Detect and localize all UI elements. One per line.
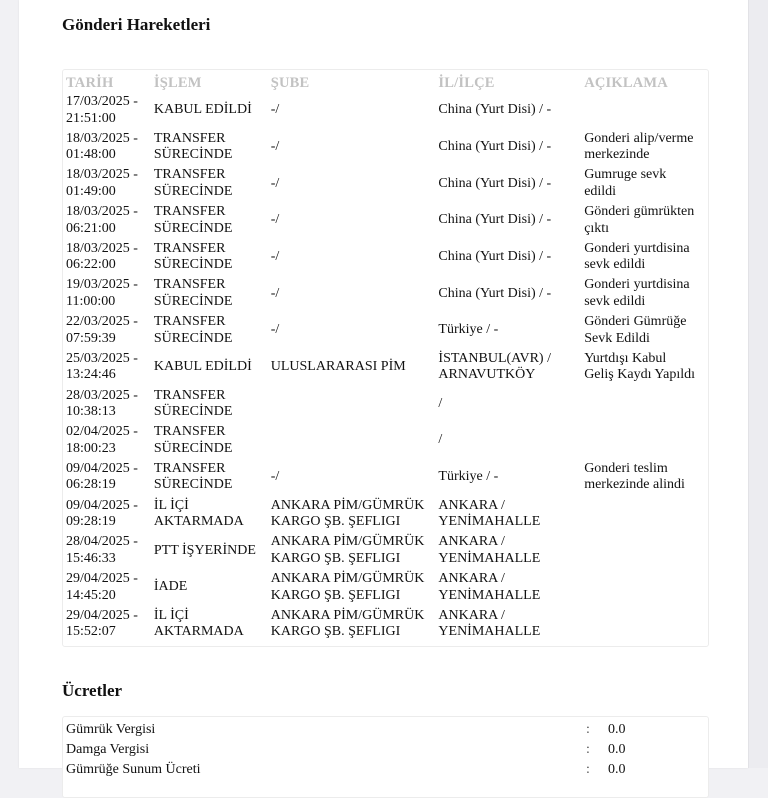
cell-date bbox=[66, 314, 154, 351]
cell-operation-line2: SÜRECİNDE bbox=[153, 330, 233, 346]
cell-description-line1: Yurtdışı Kabul bbox=[584, 350, 667, 366]
table-row bbox=[66, 388, 708, 425]
cell-description bbox=[584, 608, 708, 645]
cell-branch-line1: -/ bbox=[270, 138, 280, 154]
cell-branch bbox=[271, 241, 439, 278]
cell-description bbox=[584, 277, 708, 314]
cell-date-line1: 18/03/2025 - bbox=[66, 130, 138, 146]
cell-branch bbox=[271, 571, 439, 608]
cell-branch-line1: -/ bbox=[270, 285, 280, 301]
cell-description-line2: edildi bbox=[584, 183, 617, 199]
cell-location-line1: China (Yurt Disi) / - bbox=[438, 212, 552, 228]
fee-row bbox=[66, 720, 706, 740]
cell-location-line1: Türkiye / - bbox=[438, 322, 499, 338]
col-header-description: AÇIKLAMA bbox=[584, 74, 668, 91]
table-row bbox=[66, 314, 708, 351]
cell-date-line2: 06:22:00 bbox=[66, 257, 116, 273]
cell-operation-line2: AKTARMADA bbox=[153, 514, 244, 530]
cell-date-line1: 25/03/2025 - bbox=[66, 350, 138, 366]
cell-date-line1: 28/04/2025 - bbox=[66, 534, 138, 550]
right-gutter bbox=[748, 0, 768, 768]
cell-branch-line2: KARGO ŞB. ŞEFLIGI bbox=[270, 550, 401, 566]
cell-location-line2: YENİMAHALLE bbox=[438, 550, 541, 566]
cell-date-line2: 06:21:00 bbox=[66, 220, 116, 236]
cell-date-line2: 09:28:19 bbox=[66, 514, 116, 530]
cell-description bbox=[584, 314, 708, 351]
cell-date-line1: 28/03/2025 - bbox=[66, 387, 138, 403]
cell-date bbox=[66, 498, 154, 535]
table-row bbox=[66, 277, 708, 314]
cell-operation-line2: SÜRECİNDE bbox=[153, 183, 233, 199]
cell-date bbox=[66, 388, 154, 425]
section-title-fees: Ücretler bbox=[62, 681, 123, 700]
cell-location-line1: İSTANBUL(AVR) / bbox=[438, 350, 551, 366]
fee-label: Gümrüğe Sunum Ücreti bbox=[66, 762, 201, 777]
fee-label: Gümrük Vergisi bbox=[66, 722, 156, 737]
cell-date-line2: 15:52:07 bbox=[66, 624, 116, 640]
cell-operation-line1: İL İÇİ bbox=[153, 607, 189, 623]
cell-date bbox=[66, 608, 154, 645]
cell-operation-line1: TRANSFER bbox=[153, 424, 226, 440]
table-row bbox=[66, 424, 708, 461]
cell-location-line1: / bbox=[438, 432, 443, 448]
cell-operation-line1: İL İÇİ bbox=[153, 497, 189, 513]
cell-branch bbox=[271, 131, 439, 168]
cell-description bbox=[584, 424, 708, 461]
cell-branch-line1: ANKARA PİM/GÜMRÜK bbox=[270, 534, 425, 550]
cell-description-line2: Sevk Edildi bbox=[584, 330, 650, 346]
cell-description-line1: Gonderi teslim bbox=[584, 460, 668, 476]
table-row bbox=[66, 534, 708, 571]
cell-operation bbox=[154, 167, 271, 204]
cell-description-line2: çıktı bbox=[584, 220, 610, 236]
cell-location bbox=[438, 314, 584, 351]
table-row bbox=[66, 351, 708, 388]
cell-date bbox=[66, 131, 154, 168]
cell-description bbox=[584, 571, 708, 608]
cell-date bbox=[66, 461, 154, 498]
cell-branch bbox=[271, 498, 439, 535]
cell-date-line2: 14:45:20 bbox=[66, 587, 116, 603]
cell-operation-line1: PTT İŞYERİNDE bbox=[153, 542, 256, 558]
cell-location bbox=[438, 131, 584, 168]
cell-branch bbox=[271, 461, 439, 498]
cell-description bbox=[584, 498, 708, 535]
cell-date bbox=[66, 534, 154, 571]
cell-date-line1: 29/04/2025 - bbox=[66, 570, 138, 586]
cell-date-line1: 18/03/2025 - bbox=[66, 167, 138, 183]
cell-branch bbox=[271, 608, 439, 645]
fee-separator: : bbox=[586, 742, 590, 757]
cell-date-line1: 18/03/2025 - bbox=[66, 240, 138, 256]
cell-branch bbox=[271, 94, 439, 131]
cell-date-line2: 07:59:39 bbox=[66, 330, 116, 346]
cell-operation-line1: İADE bbox=[153, 579, 188, 595]
cell-branch bbox=[271, 534, 439, 571]
cell-date-line1: 19/03/2025 - bbox=[66, 277, 138, 293]
cell-description-line1: Gonderi yurtdisina bbox=[584, 277, 690, 293]
cell-location bbox=[438, 461, 584, 498]
fee-row bbox=[66, 760, 706, 780]
cell-branch-line1: -/ bbox=[270, 249, 280, 265]
fees-list bbox=[66, 720, 706, 780]
cell-location bbox=[438, 498, 584, 535]
cell-branch-line1: ULUSLARARASI PİM bbox=[270, 359, 406, 375]
cell-date bbox=[66, 351, 154, 388]
table-row bbox=[66, 241, 708, 278]
table-row bbox=[66, 461, 708, 498]
cell-operation-line1: TRANSFER bbox=[153, 130, 226, 146]
cell-branch bbox=[271, 351, 439, 388]
cell-date bbox=[66, 241, 154, 278]
cell-date bbox=[66, 424, 154, 461]
cell-operation bbox=[154, 351, 271, 388]
cell-location bbox=[438, 424, 584, 461]
table-row bbox=[66, 94, 708, 131]
cell-branch-line2: KARGO ŞB. ŞEFLIGI bbox=[270, 587, 401, 603]
cell-description-line2: merkezinde bbox=[584, 147, 650, 163]
cell-location-line1: China (Yurt Disi) / - bbox=[438, 249, 552, 265]
cell-date-line2: 01:49:00 bbox=[66, 183, 116, 199]
cell-location-line2: ARNAVUTKÖY bbox=[438, 367, 536, 383]
cell-description bbox=[584, 94, 708, 131]
cell-operation bbox=[154, 608, 271, 645]
cell-location-line1: ANKARA / bbox=[438, 607, 505, 623]
cell-operation-line2: SÜRECİNDE bbox=[153, 147, 233, 163]
section-title-movements: Gönderi Hareketleri bbox=[62, 15, 211, 34]
cell-branch-line1: -/ bbox=[270, 212, 280, 228]
cell-operation-line1: TRANSFER bbox=[153, 240, 226, 256]
cell-description bbox=[584, 461, 708, 498]
cell-date bbox=[66, 571, 154, 608]
cell-location-line1: Türkiye / - bbox=[438, 469, 499, 485]
cell-location-line1: ANKARA / bbox=[438, 534, 505, 550]
cell-date-line2: 13:24:46 bbox=[66, 367, 116, 383]
cell-date-line1: 18/03/2025 - bbox=[66, 204, 138, 220]
col-header-location: İL/İLÇE bbox=[438, 74, 495, 91]
cell-operation-line2: SÜRECİNDE bbox=[153, 294, 233, 310]
cell-branch-line1: ANKARA PİM/GÜMRÜK bbox=[270, 570, 425, 586]
cell-location-line1: China (Yurt Disi) / - bbox=[438, 138, 552, 154]
cell-location-line1: China (Yurt Disi) / - bbox=[438, 175, 552, 191]
cell-description bbox=[584, 204, 708, 241]
cell-operation bbox=[154, 277, 271, 314]
col-header-date: TARİH bbox=[66, 74, 114, 91]
cell-description bbox=[584, 388, 708, 425]
cell-location bbox=[438, 204, 584, 241]
cell-date bbox=[66, 94, 154, 131]
movements-table-container bbox=[62, 69, 709, 647]
cell-operation-line1: KABUL EDİLDİ bbox=[153, 359, 252, 375]
cell-operation bbox=[154, 498, 271, 535]
cell-date-line1: 09/04/2025 - bbox=[66, 460, 138, 476]
cell-date bbox=[66, 204, 154, 241]
fees-container bbox=[62, 716, 709, 798]
cell-operation-line2: SÜRECİNDE bbox=[153, 220, 233, 236]
table-row bbox=[66, 571, 708, 608]
cell-date-line1: 09/04/2025 - bbox=[66, 497, 138, 513]
cell-operation bbox=[154, 388, 271, 425]
cell-description-line1: Gonderi yurtdisina bbox=[584, 240, 690, 256]
cell-location bbox=[438, 571, 584, 608]
cell-location-line2: YENİMAHALLE bbox=[438, 514, 541, 530]
cell-location bbox=[438, 351, 584, 388]
cell-description-line2: sevk edildi bbox=[584, 294, 646, 310]
cell-branch bbox=[271, 167, 439, 204]
cell-branch-line2: KARGO ŞB. ŞEFLIGI bbox=[270, 624, 401, 640]
cell-date bbox=[66, 167, 154, 204]
cell-description bbox=[584, 241, 708, 278]
cell-location-line2: YENİMAHALLE bbox=[438, 624, 541, 640]
cell-description-line1: Gumruge sevk bbox=[584, 167, 667, 183]
cell-operation-line1: TRANSFER bbox=[153, 460, 226, 476]
cell-operation bbox=[154, 204, 271, 241]
table-row bbox=[66, 204, 708, 241]
table-header-row bbox=[66, 72, 708, 94]
cell-operation bbox=[154, 94, 271, 131]
fee-separator: : bbox=[586, 722, 590, 737]
cell-operation bbox=[154, 314, 271, 351]
cell-branch-line1: -/ bbox=[270, 102, 280, 118]
cell-location-line1: ANKARA / bbox=[438, 497, 505, 513]
cell-branch-line1: -/ bbox=[270, 175, 280, 191]
table-row bbox=[66, 167, 708, 204]
cell-date-line2: 21:51:00 bbox=[66, 110, 116, 126]
cell-date bbox=[66, 277, 154, 314]
fee-value: 0.0 bbox=[608, 722, 626, 737]
cell-location bbox=[438, 608, 584, 645]
cell-operation-line1: TRANSFER bbox=[153, 277, 226, 293]
cell-operation bbox=[154, 241, 271, 278]
cell-branch-line1: ANKARA PİM/GÜMRÜK bbox=[270, 607, 425, 623]
table-row bbox=[66, 608, 708, 645]
cell-date-line2: 01:48:00 bbox=[66, 147, 116, 163]
cell-description-line2: merkezinde alindi bbox=[584, 477, 685, 493]
cell-location-line1: China (Yurt Disi) / - bbox=[438, 285, 552, 301]
cell-operation-line2: SÜRECİNDE bbox=[153, 440, 233, 456]
cell-operation-line1: TRANSFER bbox=[153, 387, 226, 403]
cell-location bbox=[438, 94, 584, 131]
cell-operation bbox=[154, 461, 271, 498]
cell-operation-line1: KABUL EDİLDİ bbox=[153, 102, 252, 118]
movements-table bbox=[66, 72, 708, 644]
cell-date-line2: 10:38:13 bbox=[66, 404, 116, 420]
cell-branch-line1: -/ bbox=[270, 469, 280, 485]
cell-operation bbox=[154, 424, 271, 461]
cell-location-line1: China (Yurt Disi) / - bbox=[438, 102, 552, 118]
cell-date-line1: 22/03/2025 - bbox=[66, 314, 138, 330]
cell-operation bbox=[154, 131, 271, 168]
cell-date-line2: 15:46:33 bbox=[66, 550, 116, 566]
cell-date-line2: 06:28:19 bbox=[66, 477, 116, 493]
cell-operation-line2: SÜRECİNDE bbox=[153, 404, 233, 420]
cell-description-line1: Gönderi Gümrüğe bbox=[584, 314, 687, 330]
cell-location bbox=[438, 241, 584, 278]
fee-label: Damga Vergisi bbox=[66, 742, 150, 757]
cell-description bbox=[584, 167, 708, 204]
fee-row bbox=[66, 740, 706, 760]
cell-operation-line1: TRANSFER bbox=[153, 314, 226, 330]
cell-branch bbox=[271, 424, 439, 461]
cell-location bbox=[438, 277, 584, 314]
cell-date-line1: 17/03/2025 - bbox=[66, 94, 138, 109]
cell-description bbox=[584, 351, 708, 388]
page-content bbox=[19, 0, 748, 777]
cell-branch bbox=[271, 314, 439, 351]
cell-operation bbox=[154, 534, 271, 571]
cell-location bbox=[438, 388, 584, 425]
cell-location-line1: / bbox=[438, 395, 443, 411]
cell-date-line2: 18:00:23 bbox=[66, 440, 116, 456]
cell-operation-line2: AKTARMADA bbox=[153, 624, 244, 640]
fee-value: 0.0 bbox=[608, 762, 626, 777]
cell-operation-line1: TRANSFER bbox=[153, 204, 226, 220]
cell-branch bbox=[271, 204, 439, 241]
cell-description-line1: Gonderi alip/verme bbox=[584, 130, 694, 146]
cell-branch bbox=[271, 277, 439, 314]
cell-branch-line2: KARGO ŞB. ŞEFLIGI bbox=[270, 514, 401, 530]
fee-value: 0.0 bbox=[608, 742, 626, 757]
col-header-branch: ŞUBE bbox=[270, 74, 310, 91]
cell-location bbox=[438, 167, 584, 204]
fee-separator: : bbox=[586, 762, 590, 777]
cell-location bbox=[438, 534, 584, 571]
cell-date-line1: 29/04/2025 - bbox=[66, 607, 138, 623]
cell-description-line2: sevk edildi bbox=[584, 257, 646, 273]
cell-branch-line1: -/ bbox=[270, 322, 280, 338]
cell-description bbox=[584, 534, 708, 571]
cell-operation-line2: SÜRECİNDE bbox=[153, 257, 233, 273]
cell-date-line1: 02/04/2025 - bbox=[66, 424, 138, 440]
cell-description-line1: Gönderi gümrükten bbox=[584, 204, 695, 220]
cell-operation-line2: SÜRECİNDE bbox=[153, 477, 233, 493]
cell-location-line1: ANKARA / bbox=[438, 570, 505, 586]
cell-description-line2: Geliş Kaydı Yapıldı bbox=[584, 367, 696, 383]
cell-operation-line1: TRANSFER bbox=[153, 167, 226, 183]
cell-branch bbox=[271, 388, 439, 425]
cell-description bbox=[584, 131, 708, 168]
cell-date-line2: 11:00:00 bbox=[66, 294, 116, 310]
table-row bbox=[66, 498, 708, 535]
cell-operation bbox=[154, 571, 271, 608]
cell-location-line2: YENİMAHALLE bbox=[438, 587, 541, 603]
col-header-operation: İŞLEM bbox=[153, 74, 202, 91]
table-row bbox=[66, 131, 708, 168]
cell-branch-line1: ANKARA PİM/GÜMRÜK bbox=[270, 497, 425, 513]
